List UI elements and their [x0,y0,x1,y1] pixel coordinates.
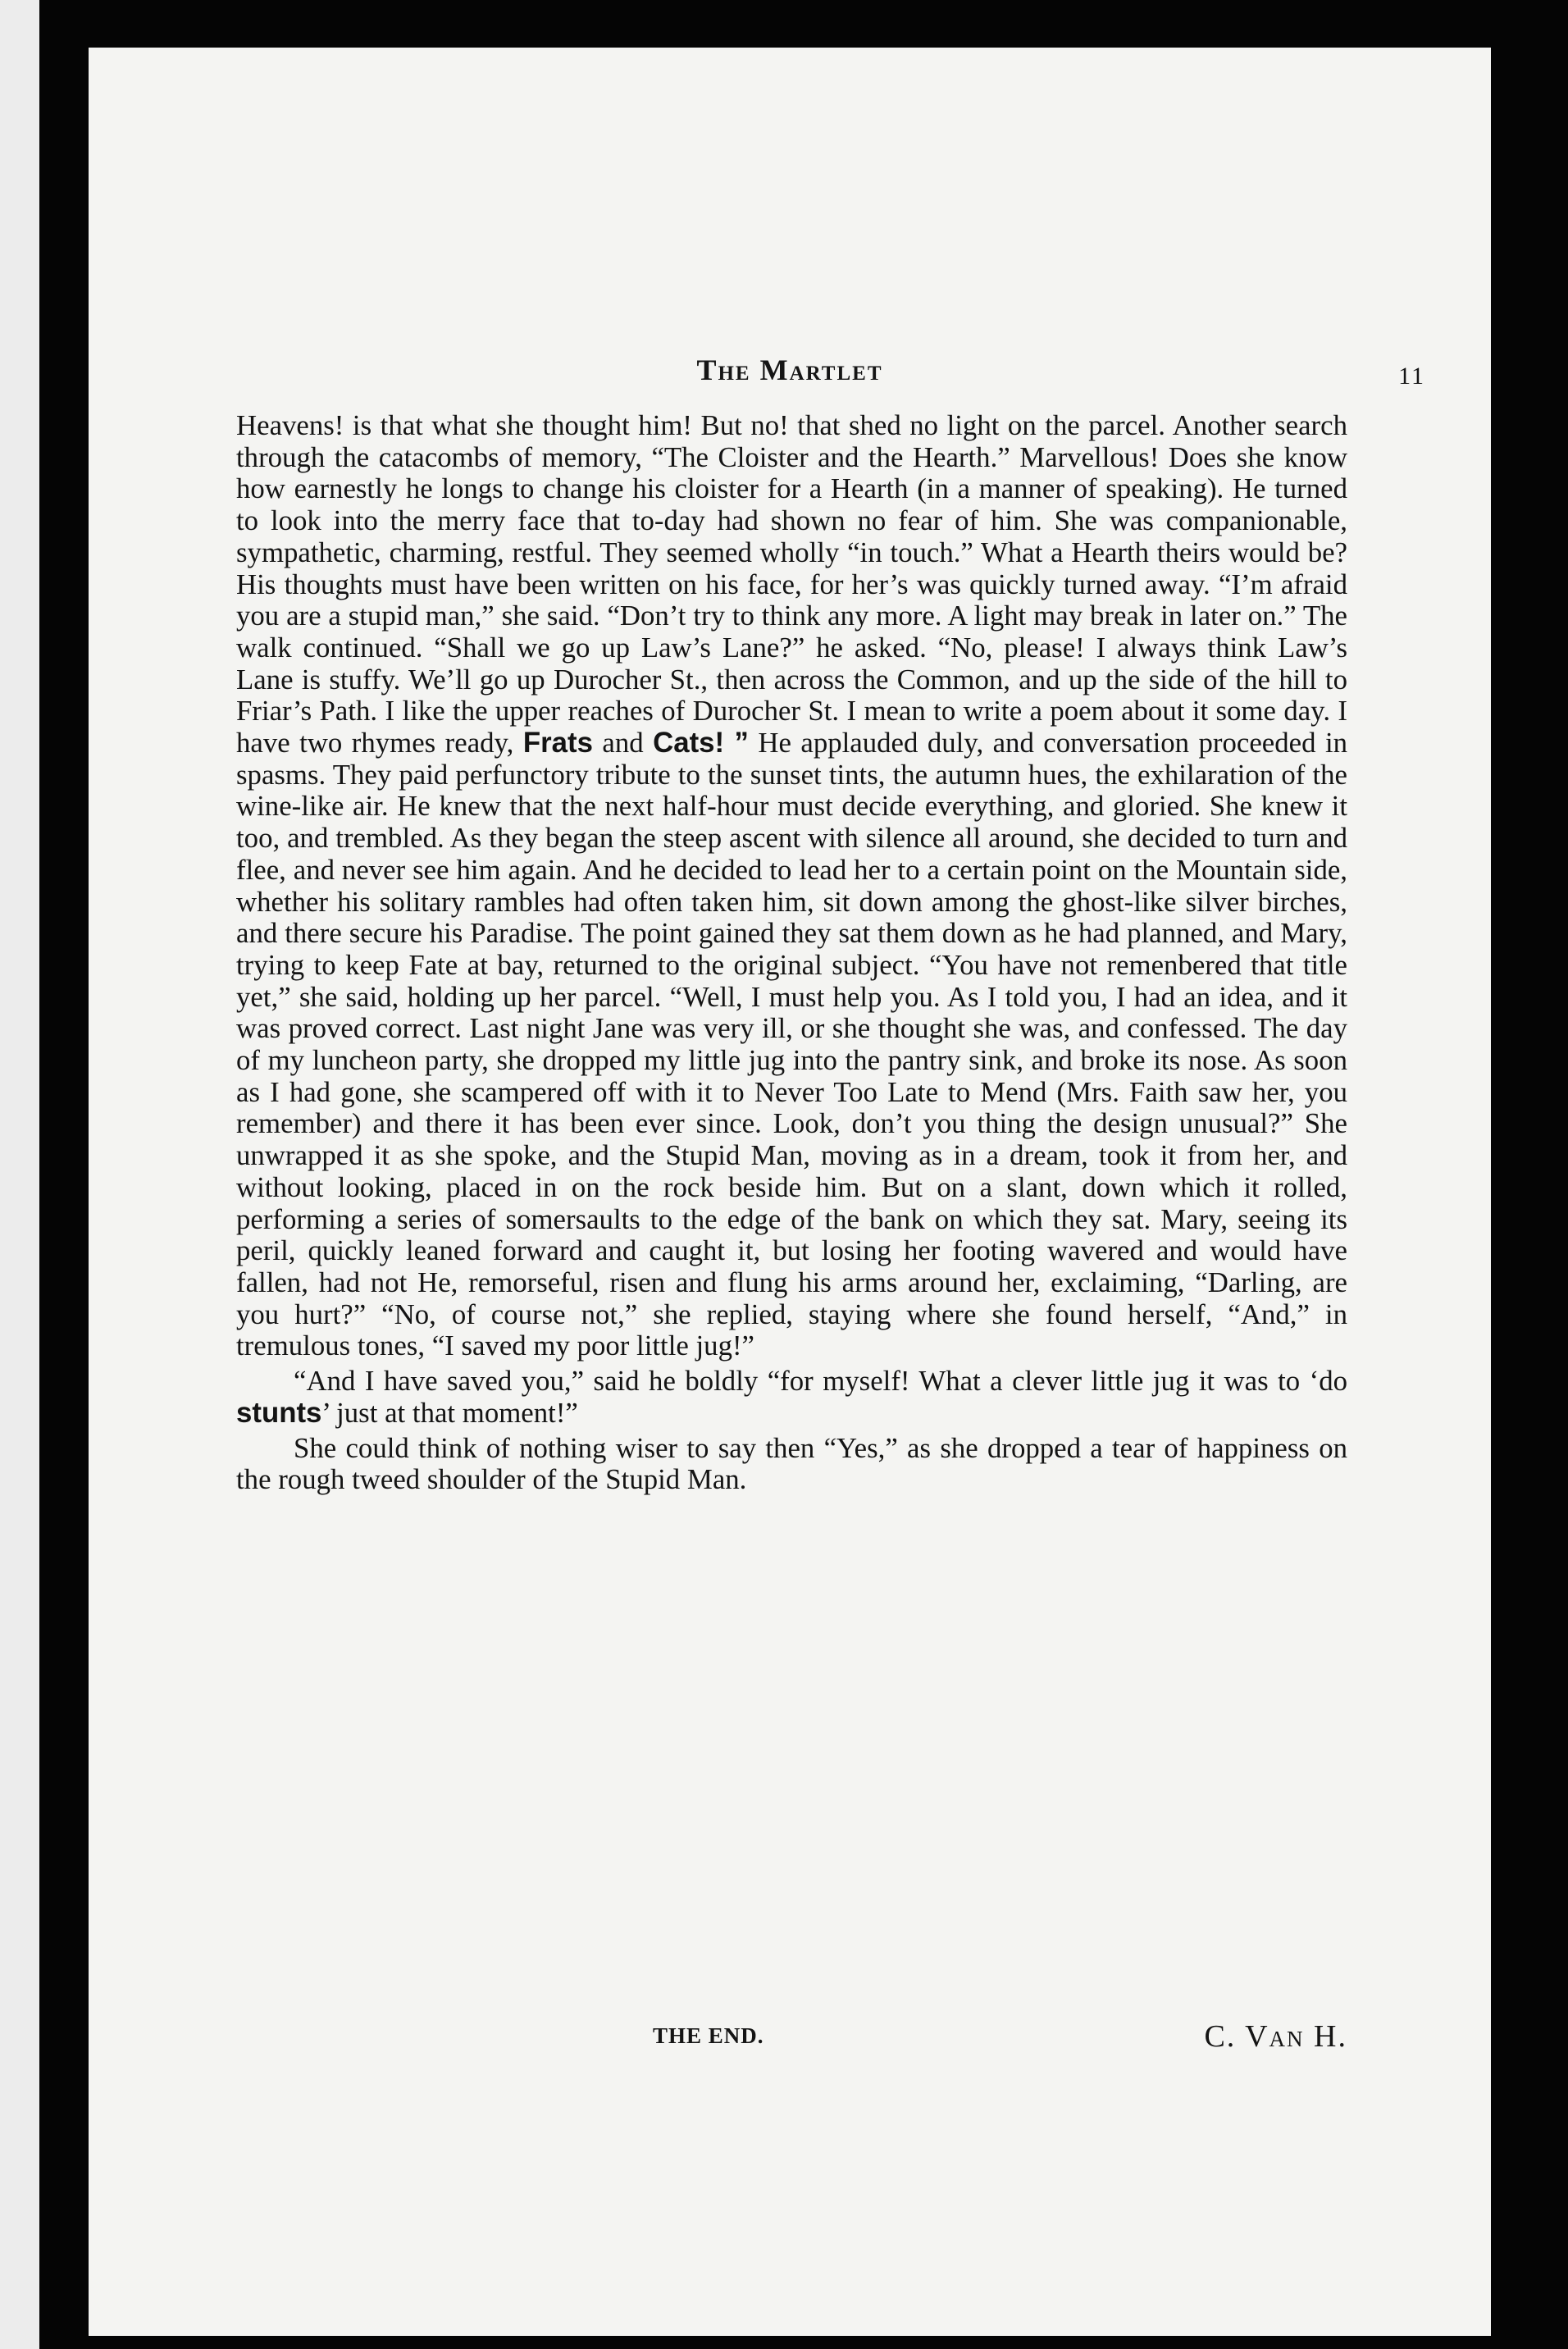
page-header [89,353,1491,402]
text-run: She could think of nothing wiser to say then “Yes,” as she dropped a tear of happiness on the rough tweed shoulder of the Stupid Man. [236,1431,1347,1496]
bold-text-run: Frats [522,727,593,759]
bold-text-run: Cats! ” [653,727,749,759]
text-run: He applauded duly, and conversation proceeded in spasms. They paid perfunctory tribute to the sunset tints, the autumn hues, the exhilaration of the wine-like air. He knew that the next half-hour must decide everything, and gloried. She knew it too, and trembled. As they began the steep ascent with silence all around, she decided to turn and flee, and never see him again. And he decided to lead her to a certain point on the Mountain side, whether his solitary rambles had often taken him, sit down among the ghost-like silver birches, and there secure his Paradise. The point gained they sat them down as he had planned, and Mary, trying to keep Fate at bay, returned to the original subject. “You have not remenbered that title yet,” she said, holding up her parcel. “Well, I must help you. As I told you, I had an idea, and it was proved correct. Last night Jane was very ill, or she thought she was, and confessed. The day of my luncheon party, she dropped my little jug into the pantry sink, and broke its nose. As soon as I had gone, she scampered off with it to Never Too Late to Mend (Mrs. Faith saw her, you remember) and there it has been ever since. Look, don’t you thing the design unusual?” She unwrapped it as she spoke, and the Stupid Man, moving as in a dream, took it from her, and without looking, placed in on the rock beside him. But on a slant, down which it rolled, performing a series of somersaults to the edge of the bank on which they sat. Mary, seeing its peril, quickly leaned forward and caught it, but losing her footing wavered and would have fallen, had not He, remorseful, risen and flung his arms around her, exclaiming, “Darling, are you hurt?” “No, of course not,” she replied, staying where she found herself, “And,” in tremulous tones, “I saved my poor little jug!” [236,727,1348,1362]
paragraph-3 [236,1433,1347,1496]
author-signature: C. Van H. [1204,2019,1347,2054]
paragraph-2 [236,1366,1347,1429]
body-text [236,410,1347,1496]
text-run: “And I have saved you,” said he boldly “for myself! What a clever little jug it was to ‘do [294,1365,1347,1398]
page-number: 11 [1398,363,1425,390]
document-page [89,48,1491,2336]
signoff [236,2018,1347,2059]
bold-text-run: stunts [236,1396,322,1429]
text-run: Heavens! is that what she thought him! But no! that shed no light on the parcel. Another search through the catacombs of memory, “The Cloister and the Hearth.” Marvellous! Does she know how earnestly he longs to change his cloister for a Hearth (in a manner of speaking). He turned to look into the merry face that to-day had shown no fear of him. She was companionable, sympathetic, charming, restful. They seemed wholly “in touch.” What a Hearth theirs would be? His thoughts must have been written on his face, for her’s was quickly turned away. “I’m afraid you are a stupid man,” she said. “Don’t try to think any more. A light may break in later on.” The walk continued. “Shall we go up Law’s Lane?” he asked. “No, please! I always think Law’s Lane is stuffy. We’ll go up Durocher St., then across the Common, and up the side of the hill to Friar’s Path. I like the upper reaches of Durocher St. I mean to write a poem about it some day. I have two rhymes ready, [236,409,1347,759]
running-head: The Martlet [696,353,883,386]
paragraph-1 [236,410,1347,1362]
text-run: and [592,727,654,759]
the-end-label: THE END. [653,2023,764,2048]
text-run: ’ just at that moment!” [321,1396,578,1429]
adjacent-page-edge [0,0,39,2349]
